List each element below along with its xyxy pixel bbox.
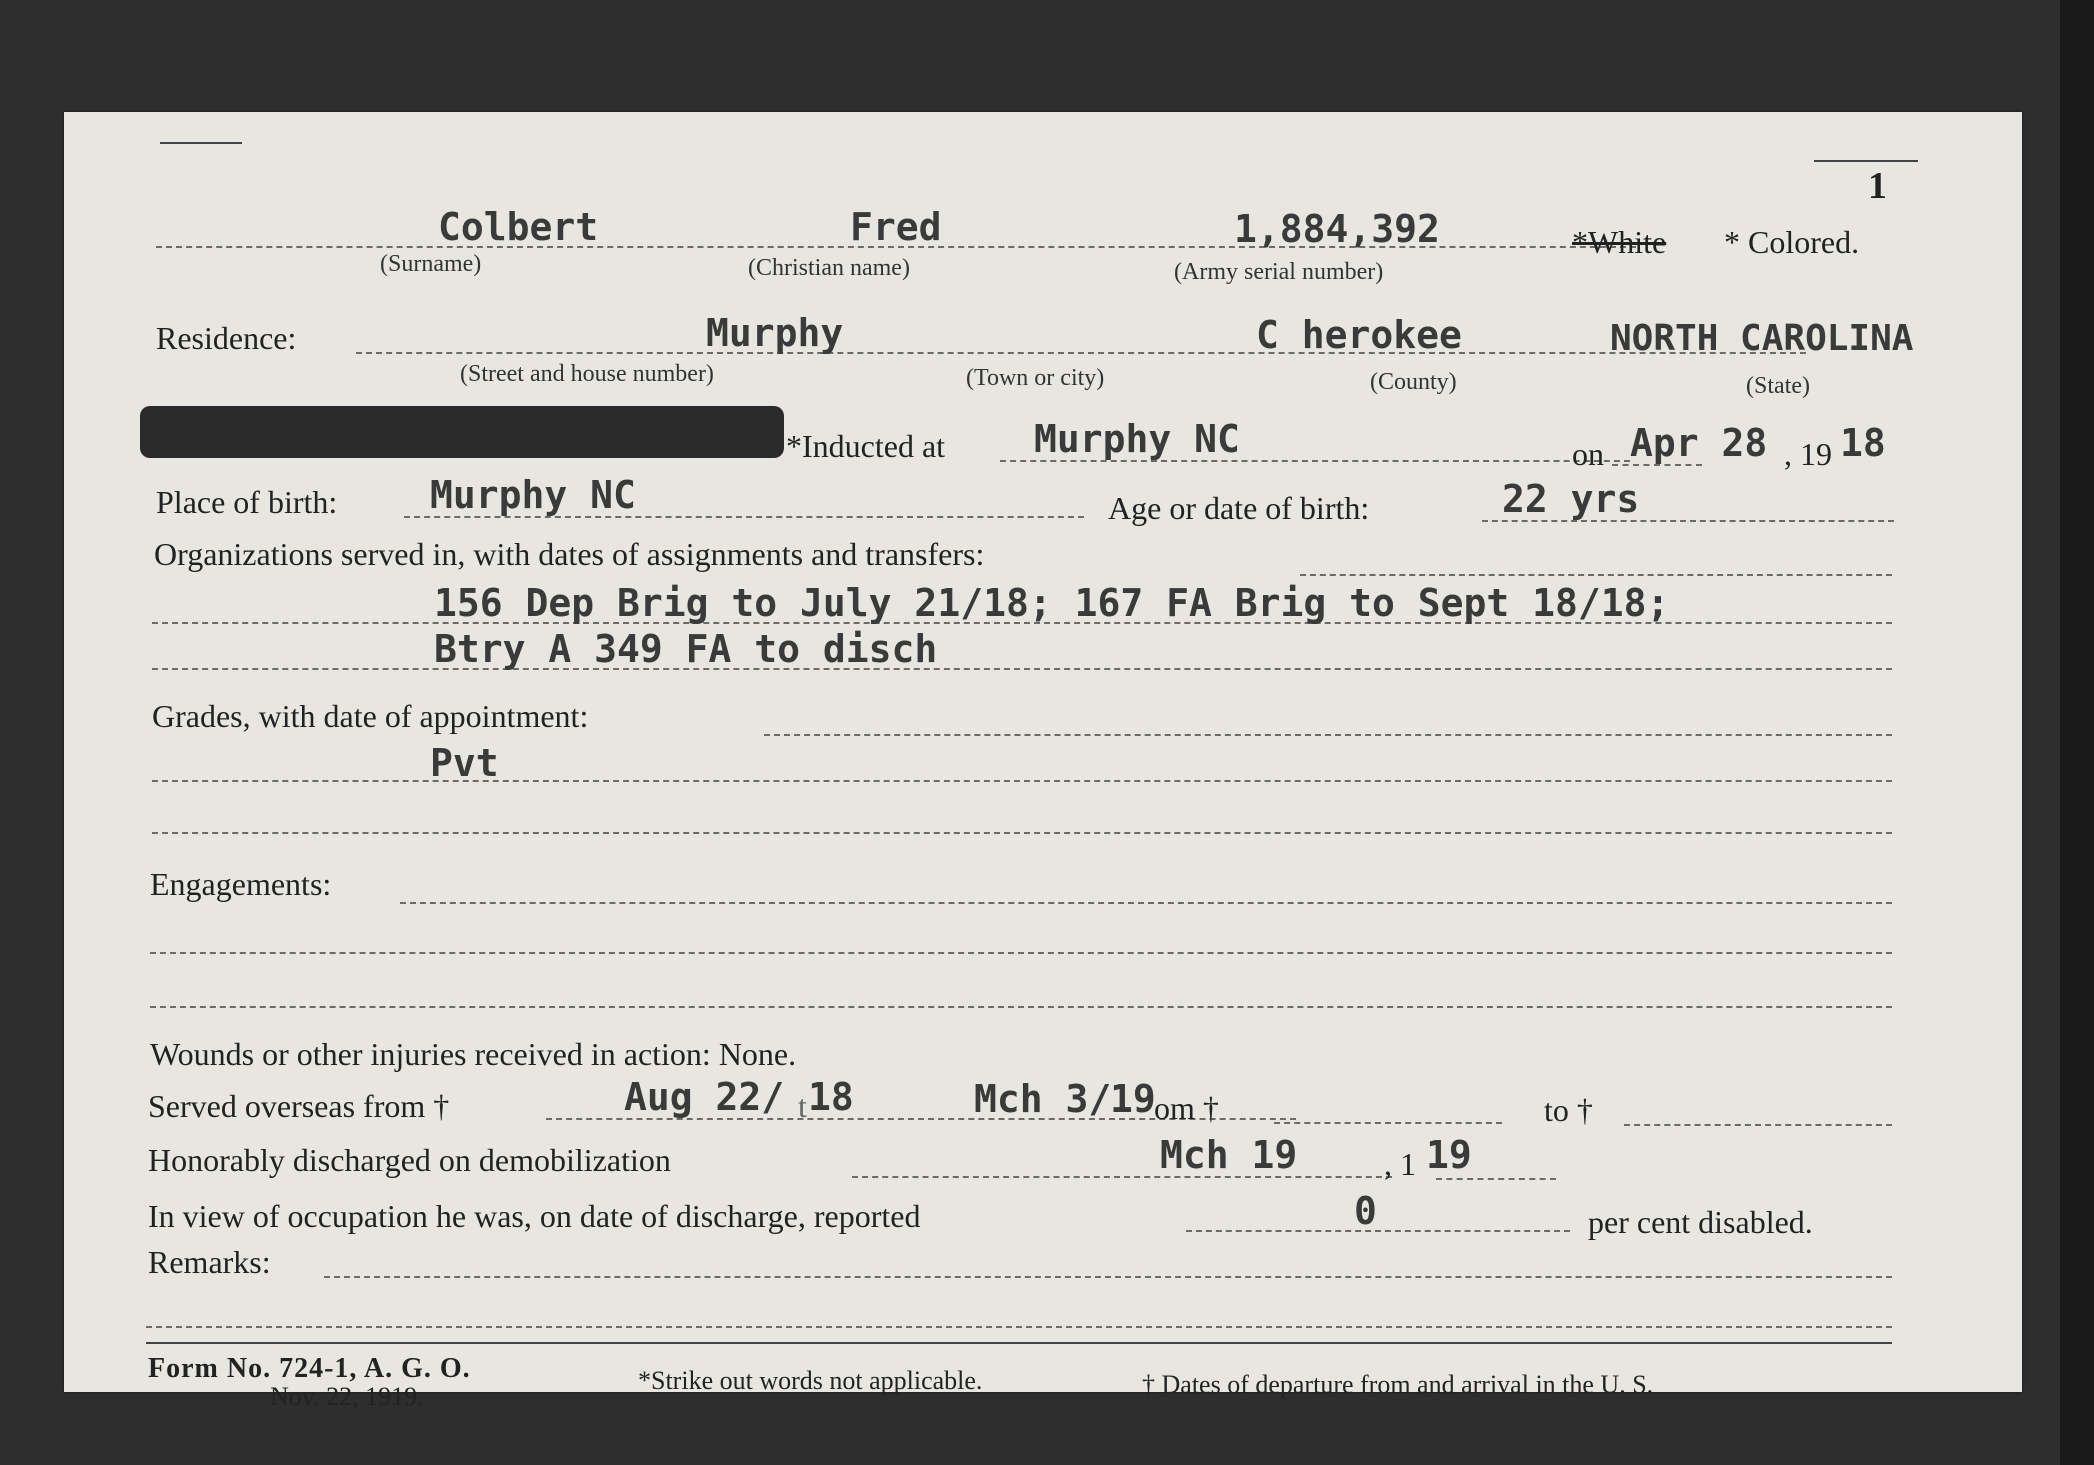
- overseas-printed-from: om †: [1154, 1090, 1219, 1126]
- surname-value: Colbert: [438, 205, 599, 249]
- engagements-line-3: [150, 1006, 1892, 1008]
- overseas-line-3: [1624, 1124, 1892, 1126]
- state-caption: (State): [1746, 373, 1810, 399]
- state-value: NORTH CAROLINA: [1610, 318, 1914, 359]
- town-caption: (Town or city): [966, 365, 1105, 391]
- disability-line: [1186, 1230, 1570, 1232]
- organizations-value-1: 156 Dep Brig to July 21/18; 167 FA Brig to Sept 18/18;: [434, 581, 1670, 625]
- overseas-label: Served overseas from †: [148, 1088, 450, 1124]
- dates-note: † Dates of departure from and arrival in the U. S.: [1142, 1370, 1654, 1399]
- town-value: Murphy: [706, 311, 844, 355]
- engagements-label: Engagements:: [150, 866, 332, 902]
- surname-caption: (Surname): [380, 251, 482, 277]
- footer-rule: [146, 1342, 1892, 1344]
- colored-label: * Colored.: [1724, 224, 1860, 260]
- wounds-label: Wounds or other injuries received in action: None.: [150, 1036, 797, 1072]
- form-date: Nov. 22, 1919.: [270, 1382, 424, 1411]
- discharge-line-1: [852, 1176, 1392, 1178]
- service-record-card: [64, 112, 2022, 1411]
- disability-label: In view of occupation he was, on date of discharge, reported: [148, 1198, 921, 1234]
- engagements-line-2: [150, 952, 1892, 954]
- discharge-label: Honorably discharged on demobilization: [148, 1142, 671, 1178]
- discharge-date-value: Mch 19: [1160, 1133, 1298, 1177]
- overseas-to-date: Mch 3/: [974, 1077, 1112, 1121]
- serial-number-value: 1,884,392: [1234, 207, 1440, 251]
- discharge-year-value: 19: [1426, 1133, 1472, 1177]
- serial-number-caption: (Army serial number): [1174, 259, 1384, 285]
- overseas-printed-to: t: [798, 1088, 807, 1124]
- induction-year-prefix: , 19: [1784, 436, 1832, 472]
- street-caption: (Street and house number): [460, 361, 714, 387]
- top-left-rule: [160, 142, 242, 144]
- engagements-line-1: [400, 902, 1892, 904]
- overseas-to-label: to †: [1544, 1092, 1593, 1128]
- strike-out-note: *Strike out words not applicable.: [638, 1366, 983, 1395]
- redaction-bar: [140, 406, 784, 458]
- overseas-line-2: [1274, 1122, 1502, 1124]
- organizations-value-2: Btry A 349 FA to disch: [434, 627, 938, 671]
- inducted-label: *Inducted at: [786, 428, 946, 464]
- on-label: on: [1572, 436, 1604, 472]
- place-of-birth-label: Place of birth:: [156, 484, 338, 520]
- organizations-label: Organizations served in, with dates of assignments and transfers:: [154, 536, 985, 572]
- induction-year-value: 18: [1840, 421, 1886, 465]
- inducted-place-value: Murphy NC: [1034, 417, 1240, 461]
- residence-label: Residence:: [156, 320, 297, 356]
- card-number-rule: [1814, 160, 1918, 162]
- disability-suffix: per cent disabled.: [1588, 1204, 1813, 1240]
- age-label: Age or date of birth:: [1108, 490, 1370, 526]
- age-value: 22 yrs: [1502, 477, 1640, 521]
- form-number: Form No. 724-1, A. G. O.: [148, 1353, 471, 1384]
- remarks-label: Remarks:: [148, 1244, 271, 1280]
- induction-date-value: Apr 28: [1630, 421, 1768, 465]
- discharge-year-prefix: , 1: [1384, 1146, 1416, 1182]
- grades-line: [764, 734, 1892, 736]
- overseas-to-year: 19: [1110, 1077, 1156, 1121]
- overseas-from-year: 18: [808, 1075, 854, 1119]
- discharge-line-2: [1436, 1178, 1556, 1180]
- place-of-birth-value: Murphy NC: [430, 473, 636, 517]
- christian-name-caption: (Christian name): [748, 255, 910, 281]
- scan-edge: [2060, 0, 2094, 1465]
- remarks-line-1: [324, 1276, 1892, 1278]
- county-caption: (County): [1370, 369, 1457, 395]
- disability-value: 0: [1354, 1189, 1377, 1233]
- county-value: C herokee: [1256, 313, 1462, 357]
- overseas-from-date: Aug 22/: [624, 1075, 785, 1119]
- christian-name-value: Fred: [850, 205, 942, 249]
- organizations-line: [1300, 574, 1892, 576]
- grades-value-line: [152, 780, 1892, 782]
- grades-value: Pvt: [430, 741, 499, 785]
- card-number: 1: [1868, 165, 1887, 207]
- white-label: *White: [1572, 224, 1667, 260]
- organizations-line-2: [152, 668, 1892, 670]
- grades-label: Grades, with date of appointment:: [152, 698, 589, 734]
- grades-line-3: [152, 832, 1892, 834]
- residence-line: [356, 352, 1806, 354]
- remarks-line-2: [146, 1326, 1892, 1328]
